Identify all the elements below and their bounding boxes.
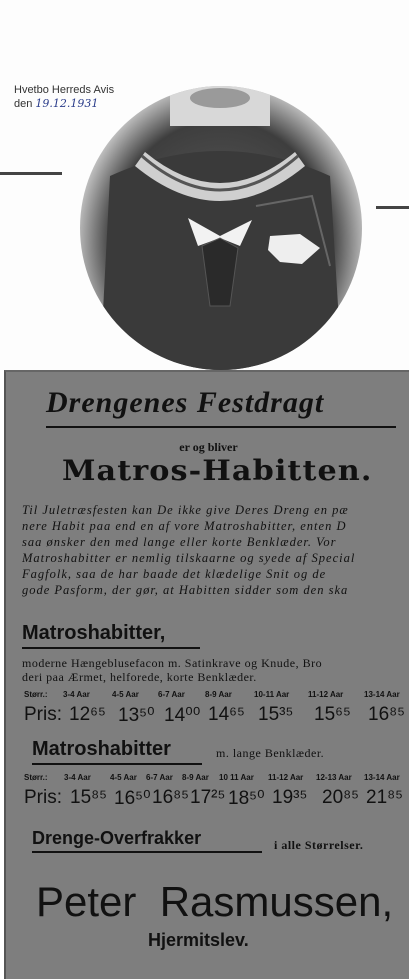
body-line: saa ønsker den med lange eller korte Benklæder. Vor (22, 535, 337, 549)
price: 18⁵⁰ (228, 788, 265, 809)
body-line: gode Pasform, der gør, at Habitten sidder som den ska (22, 583, 349, 597)
section1-sizes-label: Størr.: (24, 690, 48, 699)
ad-subtitle: er og bliver (179, 440, 238, 454)
section2-sizes-label: Størr.: (24, 773, 48, 782)
size-label: 12-13 Aar (316, 773, 352, 782)
size-label: 13-14 Aar (364, 690, 400, 699)
section3-note: i alle Størrelser. (274, 838, 364, 852)
size-label: 13-14 Aar (364, 773, 400, 782)
price: 14⁰⁰ (164, 705, 201, 726)
price: 15³⁵ (258, 704, 294, 725)
price: 16⁵⁰ (114, 788, 151, 809)
advertisement (4, 370, 409, 979)
size-label: 3-4 Aar (63, 690, 90, 699)
section2-price-label: Pris: (24, 787, 62, 808)
body-line: Til Juletræsfesten kan De ikke give Deres Dreng en pæ (22, 503, 349, 517)
clipping-note (14, 84, 114, 111)
sailor-photo-drawing (80, 86, 362, 370)
price: 15⁸⁵ (70, 787, 108, 808)
section2-underline (32, 763, 202, 765)
section2-heading: Matroshabitter (32, 738, 171, 760)
price: 17²⁵ (190, 787, 226, 808)
section1-desc-line: deri paa Ærmet, helforede, korte Benklæder. (22, 670, 257, 684)
section1-desc-line: moderne Hængeblusefacon m. Satinkrave og Knude, Bro (22, 656, 323, 670)
price: 21⁸⁵ (366, 787, 404, 808)
size-label: 6-7 Aar (146, 773, 173, 782)
size-label: 8-9 Aar (205, 690, 232, 699)
section2-note: m. lange Benklæder. (216, 746, 325, 760)
body-line: Fagfolk, saa de har baade det klædelige Snit og de (22, 567, 327, 581)
photo-area (0, 0, 409, 370)
price: 14⁶⁵ (208, 704, 245, 725)
right-rule (376, 206, 409, 209)
size-label: 4-5 Aar (112, 690, 139, 699)
date-prefix: den (14, 98, 33, 110)
newspaper-name: Hvetbo Herreds Avis (14, 84, 115, 96)
ad-body (22, 502, 409, 598)
boy-in-sailor-suit-photo (80, 86, 362, 370)
size-label: 6-7 Aar (158, 690, 185, 699)
ad-headline: Matros-Habitten. (62, 454, 373, 487)
price: 20⁸⁵ (322, 787, 360, 808)
body-line: nere Habit paa end en af vore Matroshabitter, enten D (22, 519, 347, 533)
size-label: 10 11 Aar (219, 773, 254, 782)
ad-title: Drengenes Festdragt (46, 386, 325, 419)
merchant-name: Peter Rasmussen, (36, 878, 394, 925)
body-line: Matroshabitter er nemlig tilskaarne og syede af Special (22, 551, 356, 565)
section1-price-label: Pris: (24, 704, 62, 725)
size-label: 8-9 Aar (182, 773, 209, 782)
price: 19³⁵ (272, 787, 308, 808)
price: 15⁶⁵ (314, 704, 351, 725)
section3-underline (32, 851, 262, 853)
price: 16⁸⁵ (368, 704, 406, 725)
clipping-date-row (14, 97, 114, 111)
size-label: 3-4 Aar (64, 773, 91, 782)
price: 13⁵⁰ (118, 705, 155, 726)
size-label: 11-12 Aar (308, 690, 344, 699)
price: 16⁸⁵ (152, 787, 190, 808)
merchant-city: Hjermitslev. (148, 930, 249, 950)
left-rule (0, 172, 62, 175)
price: 12⁶⁵ (69, 704, 106, 725)
section3-heading: Drenge-Overfrakker (32, 828, 202, 848)
section1-underline (22, 647, 200, 649)
handwritten-date: 19.12.1931 (35, 97, 99, 110)
size-label: 10-11 Aar (254, 690, 290, 699)
size-label: 4-5 Aar (110, 773, 137, 782)
section1-heading: Matroshabitter, (22, 622, 166, 644)
title-underline (46, 426, 396, 428)
size-label: 11-12 Aar (268, 773, 304, 782)
